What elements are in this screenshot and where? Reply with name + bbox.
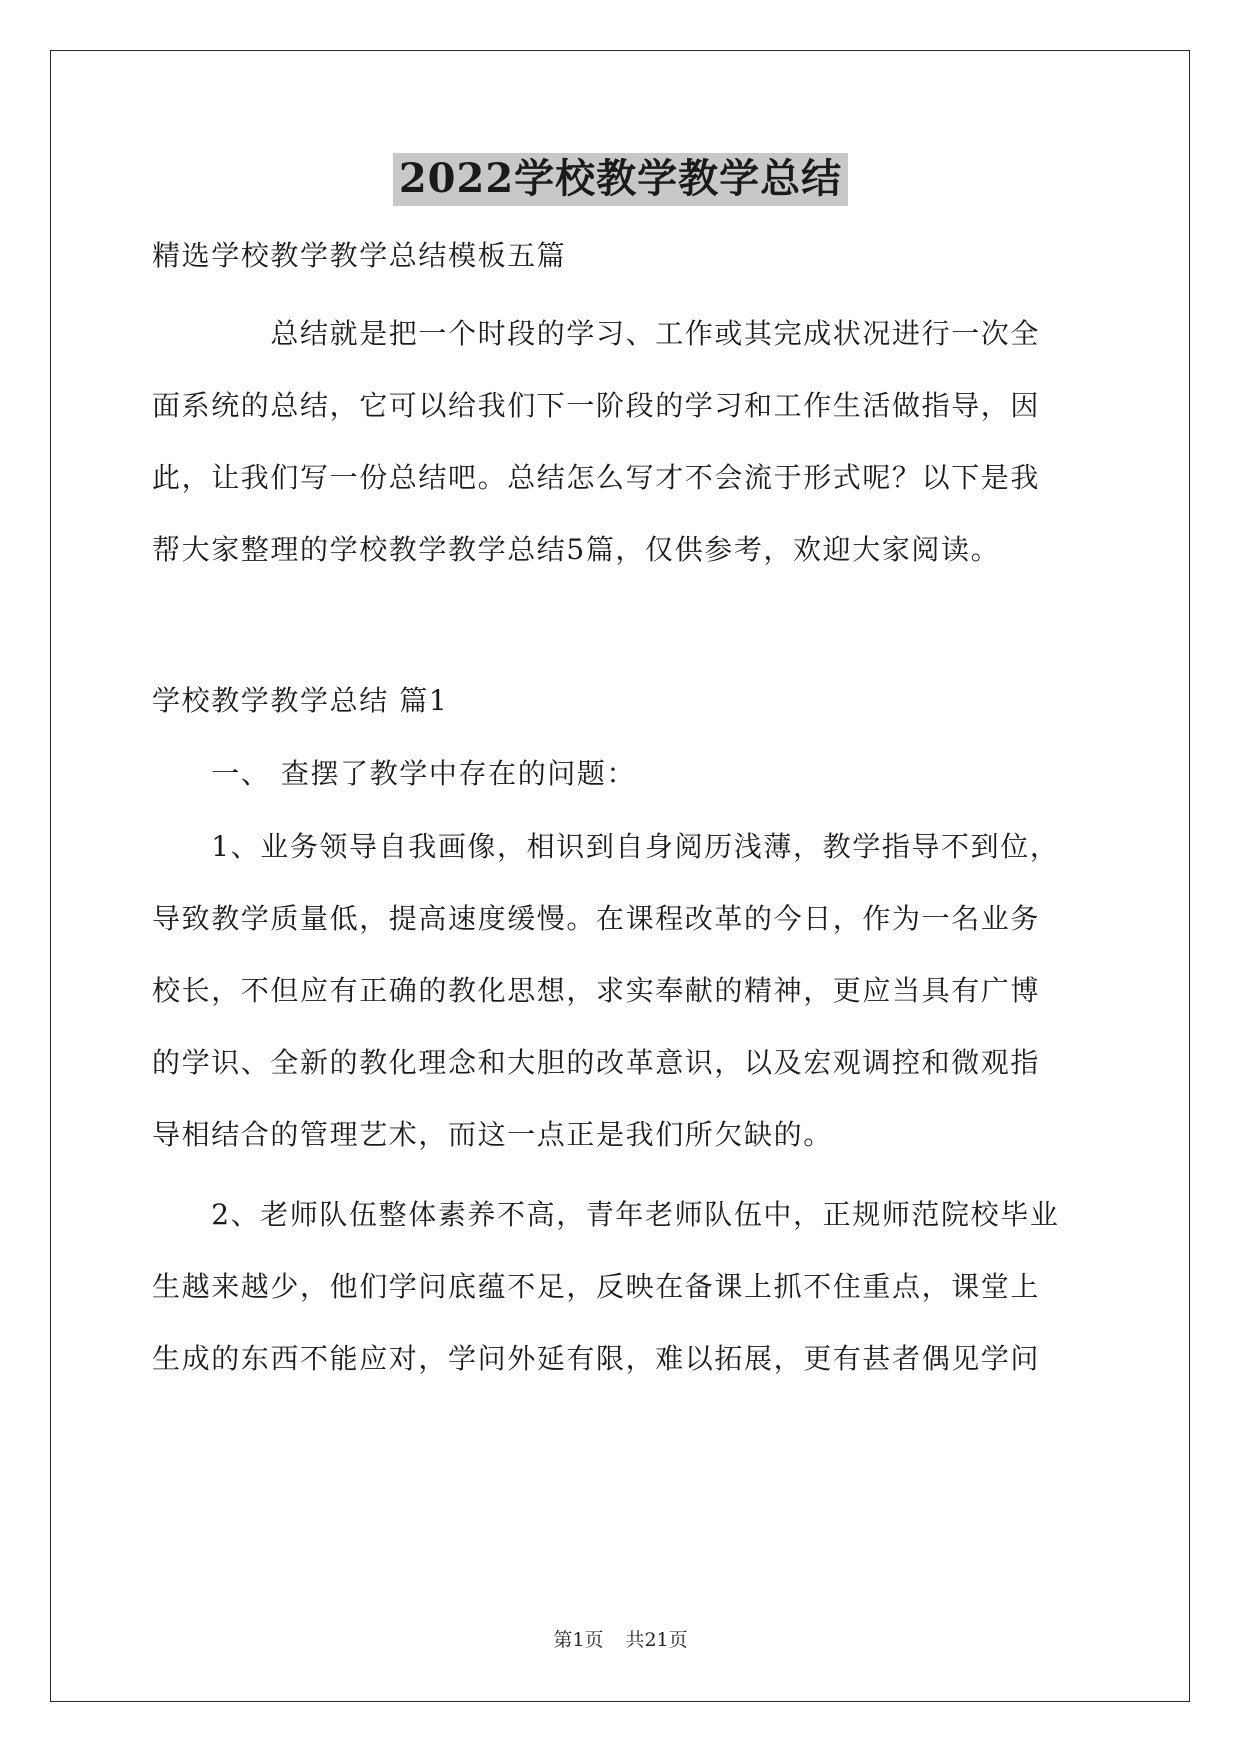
document-title-text: 2022学校教学教学总结 xyxy=(393,153,848,206)
section-heading: 学校教学教学总结 篇1 xyxy=(152,684,449,717)
paragraph-line: 生越来越少，他们学问底蕴不足，反映在备课上抓不住重点，课堂上 xyxy=(152,1270,1041,1303)
paragraph-line: 生成的东西不能应对，学问外延有限，难以拓展，更有甚者偶见学问 xyxy=(152,1342,1041,1375)
paragraph-line: 1、业务领导自我画像，相识到自身阅历浅薄，教学指导不到位， xyxy=(152,830,1060,863)
intro-line: 面系统的总结，它可以给我们下一阶段的学习和工作生活做指导，因 xyxy=(152,389,1041,422)
intro-line: 此，让我们写一份总结吧。总结怎么写才不会流于形式呢？以下是我 xyxy=(152,461,1041,494)
document-title xyxy=(0,153,1241,205)
paragraph-line: 导相结合的管理艺术，而这一点正是我们所欠缺的。 xyxy=(152,1118,833,1151)
page-number: 第1页 xyxy=(553,1629,604,1651)
page-footer xyxy=(0,1628,1241,1652)
point-heading: 一、 查摆了教学中存在的问题： xyxy=(152,757,637,790)
document-subtitle: 精选学校教学教学总结模板五篇 xyxy=(152,239,567,272)
paragraph-line: 2、老师队伍整体素养不高，青年老师队伍中，正规师范院校毕业 xyxy=(152,1198,1060,1231)
page-count: 共21页 xyxy=(625,1629,688,1651)
paragraph-line: 导致教学质量低，提高速度缓慢。在课程改革的今日，作为一名业务 xyxy=(152,902,1041,935)
intro-line: 帮大家整理的学校教学教学总结5篇，仅供参考，欢迎大家阅读。 xyxy=(152,533,1001,566)
page-border xyxy=(50,50,1190,1702)
intro-line: 总结就是把一个时段的学习、工作或其完成状况进行一次全 xyxy=(152,317,1041,350)
paragraph-line: 校长，不但应有正确的教化思想，求实奉献的精神，更应当具有广博 xyxy=(152,974,1041,1007)
paragraph-line: 的学识、全新的教化理念和大胆的改革意识，以及宏观调控和微观指 xyxy=(152,1046,1041,1079)
